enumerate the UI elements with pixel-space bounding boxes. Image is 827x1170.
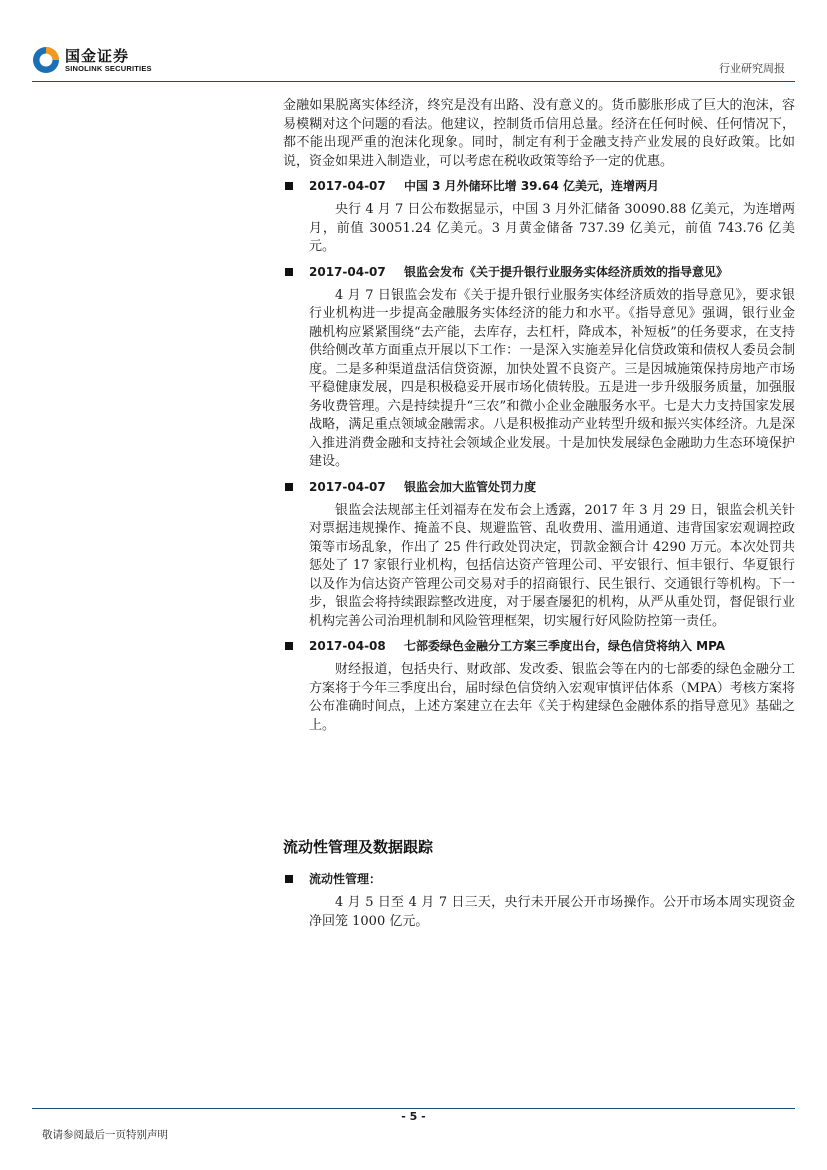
bullet-square-icon xyxy=(285,483,293,491)
news-body: 银监会法规部主任刘福寿在发布会上透露，2017 年 3 月 29 日，银监会机关针对票据违规操作、掩盖不良、规避监管、乱收费用、滥用通道、违背国家宏观调控政策等市场乱象，作出了 25 件行政处罚决定，罚款金额合计 4290 万元。本次处罚共惩处了 17 家银行业机构，包括信达资产管理公司、平安银行、恒丰银行、华夏银行以及作为信达资产管理公司交易对手的招商银行、民生银行、交通银行等机构。下一步，银监会将持续跟踪整改进度，对于屡查屡犯的机构，从严从重处罚，督促银行业机构完善公司治理机制和风险管理框架，切实履行好风险防控第一责任。 xyxy=(309,502,795,629)
news-title: 银监会加大监管处罚力度 xyxy=(403,479,536,494)
news-item xyxy=(283,637,795,735)
news-heading xyxy=(283,177,795,195)
news-date: 2017-04-07 xyxy=(309,264,386,279)
section-title: 流动性管理及数据跟踪 xyxy=(283,838,434,856)
news-title: 银监会发布《关于提升银行业服务实体经济质效的指导意见》 xyxy=(403,264,728,279)
subsection-title: 流动性管理： xyxy=(309,872,382,886)
bullet-square-icon xyxy=(285,875,293,883)
intro-paragraph: 金融如果脱离实体经济，终究是没有出路、没有意义的。货币膨胀形成了巨大的泡沫，容易模糊对这个问题的看法。他建议，控制货币信用总量。经济在任何时候、任何情况下，都不能出现严重的泡沫化现象。同时，制定有利于金融支持产业发展的良好政策。比如说，资金如果进入制造业，可以考虑在税收政策等给予一定的优惠。 xyxy=(283,98,795,169)
news-date: 2017-04-07 xyxy=(309,179,386,193)
news-date: 2017-04-08 xyxy=(309,639,386,653)
logo-chinese-name: 国金证券 xyxy=(65,46,130,65)
bullet-square-icon xyxy=(285,182,293,190)
main-content xyxy=(283,97,795,735)
bullet-square-icon xyxy=(285,268,293,276)
company-logo xyxy=(32,46,152,74)
news-heading xyxy=(283,478,795,496)
news-item xyxy=(283,177,795,257)
news-heading xyxy=(283,637,795,655)
subsection-heading xyxy=(283,870,795,888)
news-item xyxy=(283,263,795,472)
logo-mark-icon xyxy=(32,46,60,74)
liquidity-subsection xyxy=(283,870,795,931)
logo-english-name: SINOLINK SECURITIES xyxy=(65,63,152,73)
disclaimer-note: 敬请参阅最后一页特别声明 xyxy=(42,1129,168,1141)
news-item xyxy=(283,478,795,632)
news-title: 中国 3 月外储环比增 39.64 亿美元，连增两月 xyxy=(403,179,659,193)
news-body: 4 月 7 日银监会发布《关于提升银行业服务实体经济质效的指导意见》，要求银行业机构进一步提高金融服务实体经济的能力和水平。《指导意见》强调，银行业金融机构应紧紧围绕“去产能，去库存，去杠杆，降成本，补短板”的任务要求，在支持供给侧改革方面重点开展以下工作：一是深入实施差异化信贷政策和债权人委员会制度。二是多种渠道盘活信贷资源，加快处置不良资产。三是因城施策保持房地产市场平稳健康发展，四是积极稳妥开展市场化债转股。五是进一步升级服务质量，加强服务收费管理。六是持续提升“三农”和微小企业金融服务水平。七是大力支持国家发展战略，满足重点领域金融需求。八是积极推动产业转型升级和振兴实体经济。九是深入推进消费金融和支持社会领域企业发展。十是加快发展绿色金融助力生态环境保护建设。 xyxy=(309,287,795,469)
bullet-square-icon xyxy=(285,642,293,650)
header-rule xyxy=(32,81,795,82)
news-body: 央行 4 月 7 日公布数据显示，中国 3 月外汇储备 30090.88 亿美元，为连增两月，前值 30051.24 亿美元。3 月黄金储备 737.39 亿美元，前值 743.76 亿美元。 xyxy=(309,202,795,254)
footer-rule xyxy=(32,1108,795,1109)
news-title: 七部委绿色金融分工方案三季度出台，绿色信贷将纳入 MPA xyxy=(403,639,726,653)
page-header xyxy=(0,0,827,82)
subsection-body: 4 月 5 日至 4 月 7 日三天，央行未开展公开市场操作。公开市场本周实现资金净回笼 1000 亿元。 xyxy=(309,895,795,929)
news-body: 财经报道，包括央行、财政部、发改委、银监会等在内的七部委的绿色金融分工方案将于今年三季度出台，届时绿色信贷纳入宏观审慎评估体系（MPA）考核方案将公布准确时间点，上述方案建立在去年《关于构建绿色金融体系的指导意见》基础之上。 xyxy=(309,662,795,733)
page-number: - 5 - xyxy=(401,1110,426,1123)
news-date: 2017-04-07 xyxy=(309,479,386,494)
report-type-label: 行业研究周报 xyxy=(719,62,785,75)
news-heading xyxy=(283,263,795,281)
